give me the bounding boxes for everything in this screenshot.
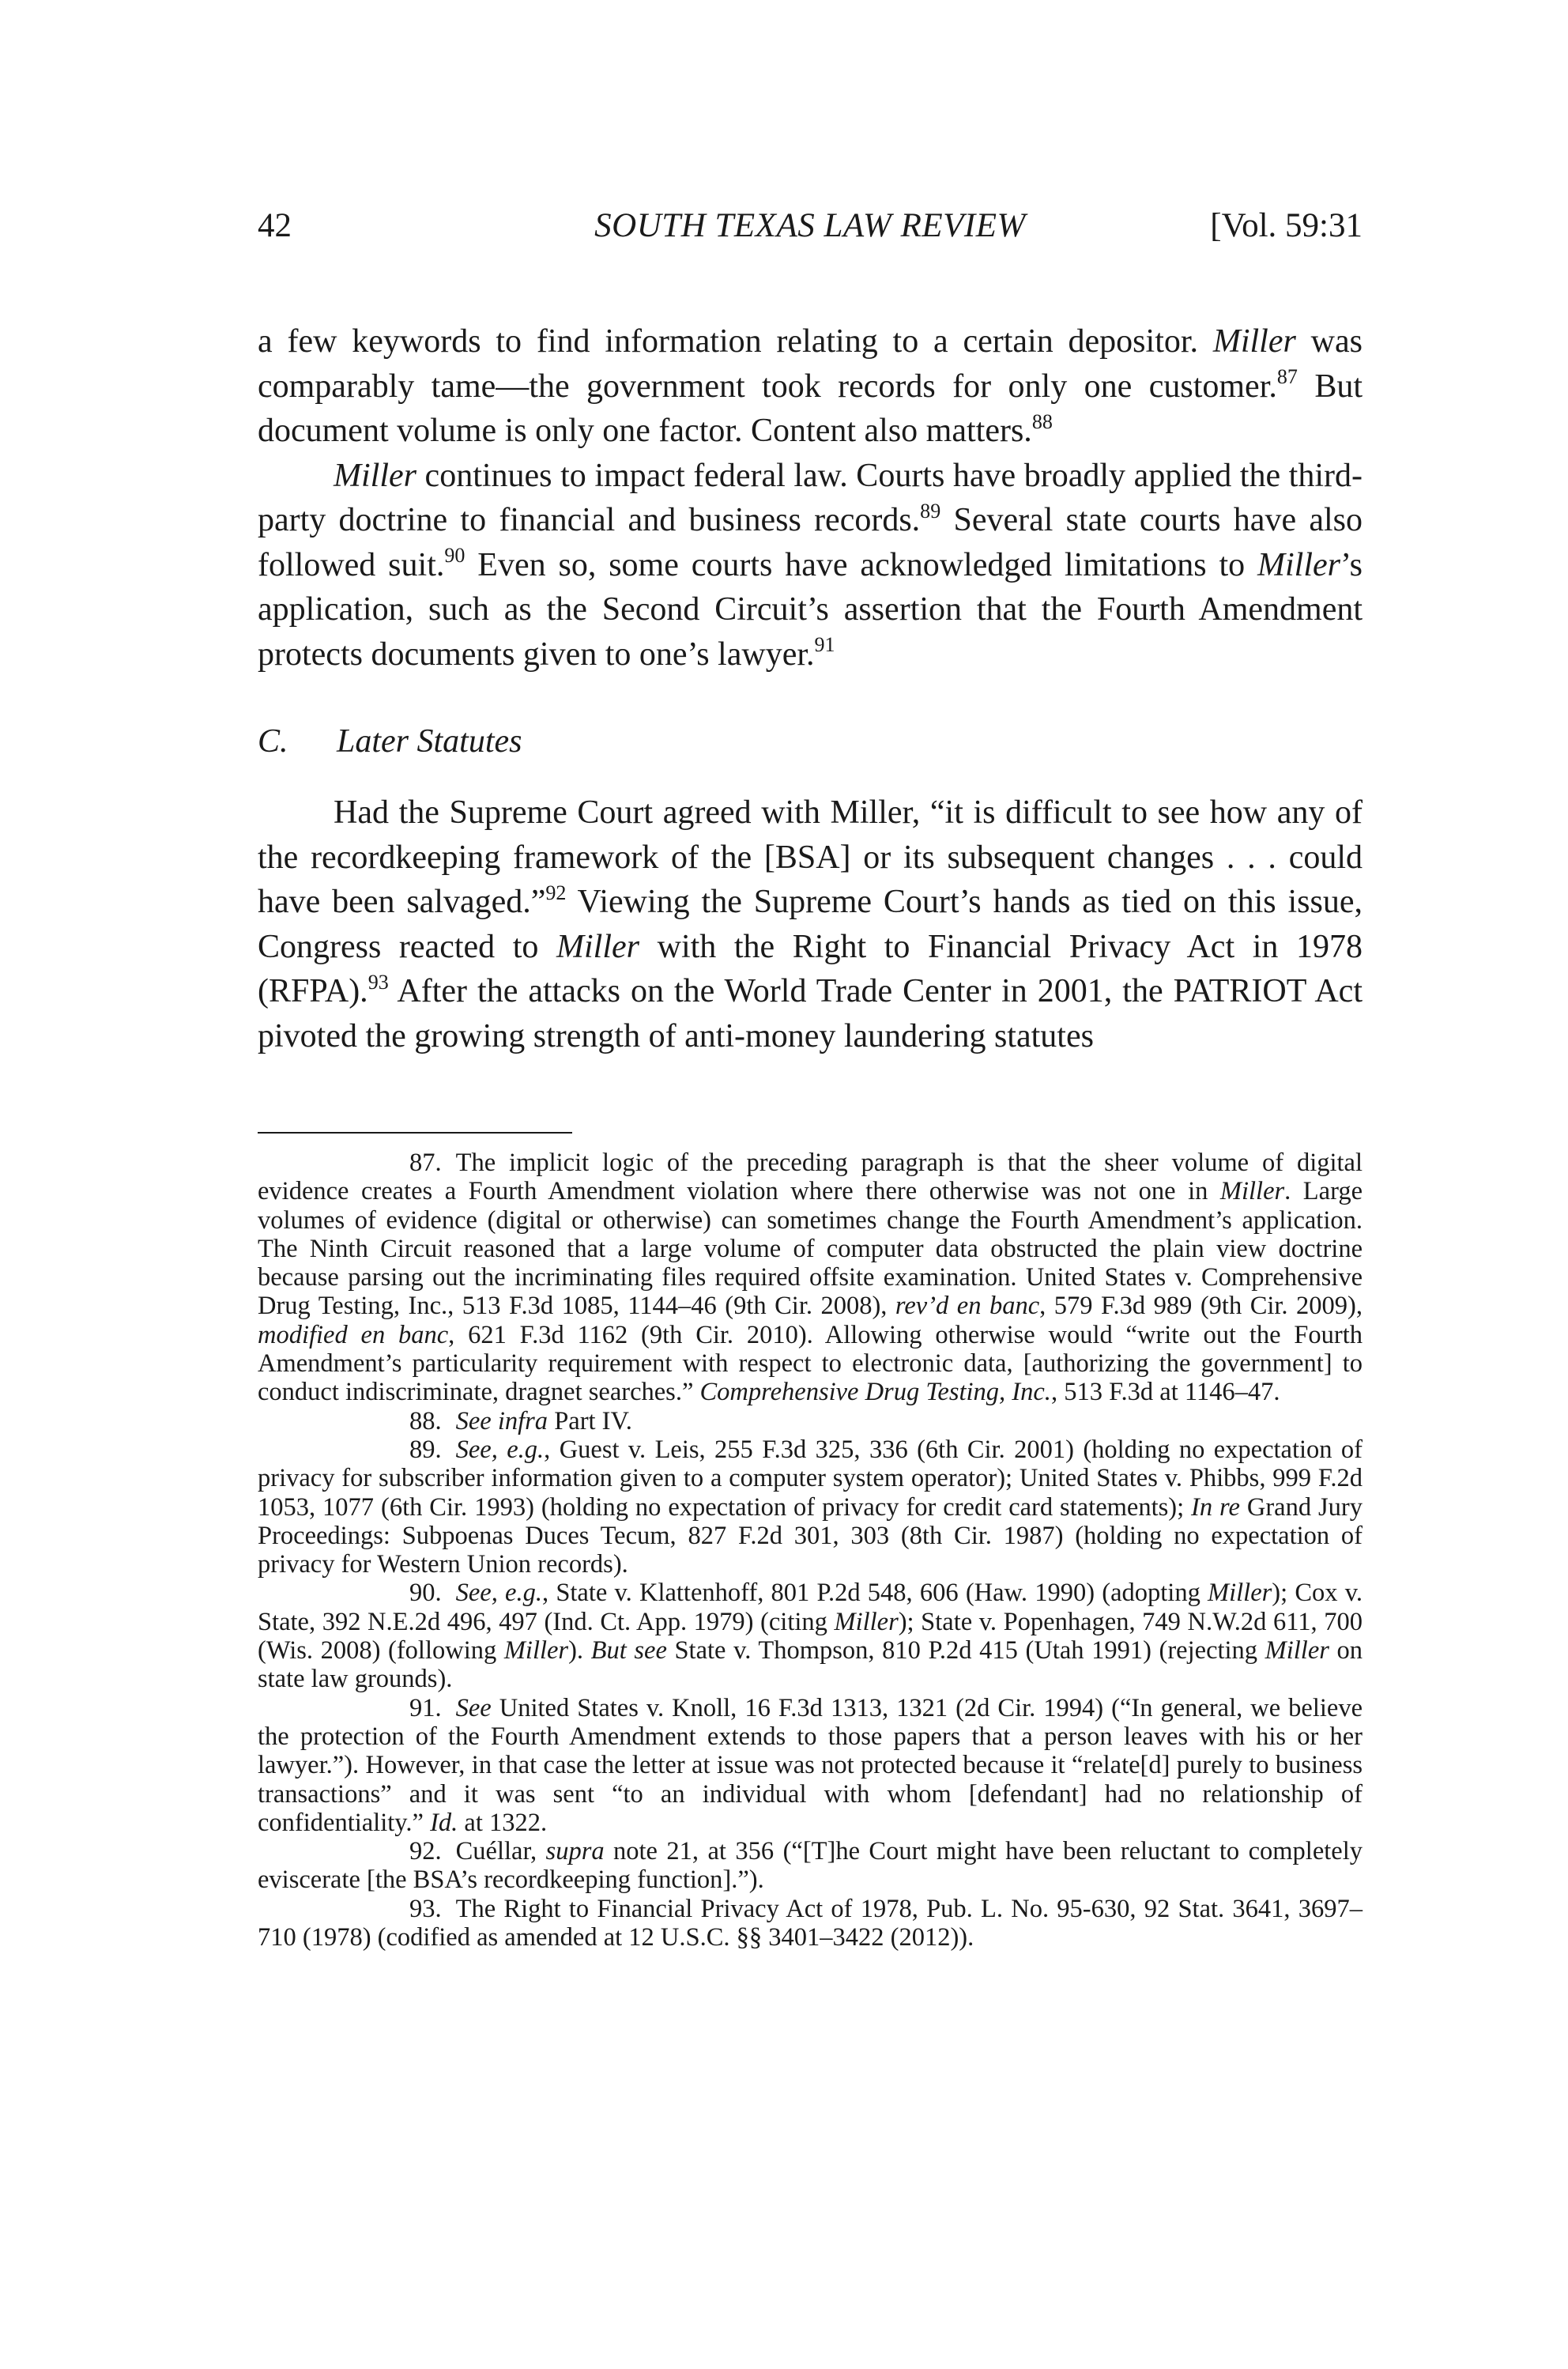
section-heading [258, 719, 1363, 764]
page-number: 42 [258, 207, 292, 244]
footnote-number: 90. [409, 1579, 442, 1608]
paragraph-miller-impact: Miller continues to impact federal law. Courts have broadly applied the third-party doctrine to financial and business records.$^{89}$ Several state courts have also followed suit.$^{90}$ Even so, some courts have acknowledged limitations to Miller’s application, such as the Second Circuit’s assertion that the Fourth Amendment protects documents given to one’s lawyer.$^{91}$ [258, 457, 1363, 673]
footnote-92: 92. Cuéllar, supra note 21, at 356 (“[T]he Court might have been reluctant to completely eviscerate [the BSA’s recordkeeping function].”). [258, 1837, 1363, 1895]
footnote-89: 89. See, e.g., Guest v. Leis, 255 F.3d 325, 336 (6th Cir. 2001) (holding no expectation of privacy for subscriber information given to a computer system operator); United States v. Phibbs, 999 F.2d 1053, 1077 (6th Cir. 1993) (holding no expectation of privacy for credit card statements); In re Grand Jury Proceedings: Subpoenas Duces Tecum, 827 F.2d 301, 303 (8th Cir. 1987) (holding no expectation of privacy for Western Union records). [258, 1435, 1363, 1579]
footnote-ref[interactable]: 90 [444, 544, 466, 568]
footnote-number: 89. [409, 1435, 442, 1464]
footnote-87: 87. The implicit logic of the preceding paragraph is that the sheer volume of digital evidence creates a Fourth Amendment violation where there otherwise was not one in Miller. Large volumes of evidence (digital or otherwise) can sometimes change the Fourth Amendment’s application. The Ninth Circuit reasoned that a large volume of computer data obstructed the plain view doctrine because parsing out the incriminating files required offsite examination. United States v. Comprehensive Drug Testing, Inc., 513 F.3d 1085, 1144–46 (9th Cir. 2008), rev’d en banc, 579 F.3d 989 (9th Cir. 2009), modified en banc, 621 F.3d 1162 (9th Cir. 2010). Allowing otherwise would “write out the Fourth Amendment’s particularity requirement with respect to electronic data, [authorizing the government] to conduct indiscriminate, dragnet searches.” Comprehensive Drug Testing, Inc., 513 F.3d at 1146–47. [258, 1149, 1363, 1407]
footnote-divider [258, 1132, 572, 1134]
footnote-ref[interactable]: 87 [1276, 365, 1298, 389]
footnote-ref[interactable]: 88 [1031, 409, 1053, 433]
volume-citation: [Vol. 59:31 [1210, 207, 1363, 244]
footnote-ref[interactable]: 89 [920, 499, 941, 522]
footnote-number: 93. [409, 1894, 442, 1923]
section-letter: C. [258, 723, 288, 760]
footnote-number: 91. [409, 1693, 442, 1722]
footnote-ref[interactable]: 91 [814, 633, 835, 657]
footnote-93: 93. The Right to Financial Privacy Act of 1978, Pub. L. No. 95-630, 92 Stat. 3641, 3697–710 (1978) (codified as amended at 12 U.S.C. §§ 3401–3422 (2012)). [258, 1894, 1363, 1952]
footnote-number: 92. [409, 1837, 442, 1866]
paragraph-continued: a few keywords to find information relating to a certain depositor. Miller was comparably tame—the government took records for only one customer.$^{87}$ But document volume is only one factor. Content also matters.$^{88}$ [258, 323, 1363, 449]
journal-title: SOUTH TEXAS LAW REVIEW [594, 207, 1026, 244]
body-text [258, 319, 1363, 1058]
footnote-91: 91. See United States v. Knoll, 16 F.3d 1313, 1321 (2d Cir. 1994) (“In general, we believe the protection of the Fourth Amendment extends to those papers that a person leaves with his or her lawyer.”). However, in that case the letter at issue was not protected because it “relate[d] purely to business transactions” and it was sent “to an individual with whom [defendant] had no relationship of confidentiality.” Id. at 1322. [258, 1693, 1363, 1837]
footnote-number: 88. [409, 1406, 442, 1435]
footnote-ref[interactable]: 93 [368, 970, 389, 994]
footnote-number: 87. [409, 1149, 442, 1177]
footnote-88: 88. See infra Part IV. [258, 1407, 1363, 1435]
section-title: Later Statutes [337, 723, 522, 760]
footnotes [258, 1149, 1363, 1952]
running-header [258, 202, 1363, 250]
footnote-90: 90. See, e.g., State v. Klattenhoff, 801 P.2d 548, 606 (Haw. 1990) (adopting Miller); Cox v. State, 392 N.E.2d 496, 497 (Ind. Ct. App. 1979) (citing Miller); State v. Popenhagen, 749 N.W.2d 611, 700 (Wis. 2008) (following Miller). But see State v. Thompson, 810 P.2d 415 (Utah 1991) (rejecting Miller on state law grounds). [258, 1579, 1363, 1694]
paragraph-later-statutes: Had the Supreme Court agreed with Miller, “it is difficult to see how any of the recordkeeping framework of the [BSA] or its subsequent changes . . . could have been salvaged.”$^{92}$ Viewing the Supreme Court’s hands as tied on this issue, Congress reacted to Miller with the Right to Financial Privacy Act in 1978 (RFPA).$^{93}$ After the attacks on the World Trade Center in 2001, the PATRIOT Act pivoted the growing strength of anti-money laundering statutes [258, 794, 1363, 1054]
footnote-ref[interactable]: 92 [545, 881, 567, 904]
